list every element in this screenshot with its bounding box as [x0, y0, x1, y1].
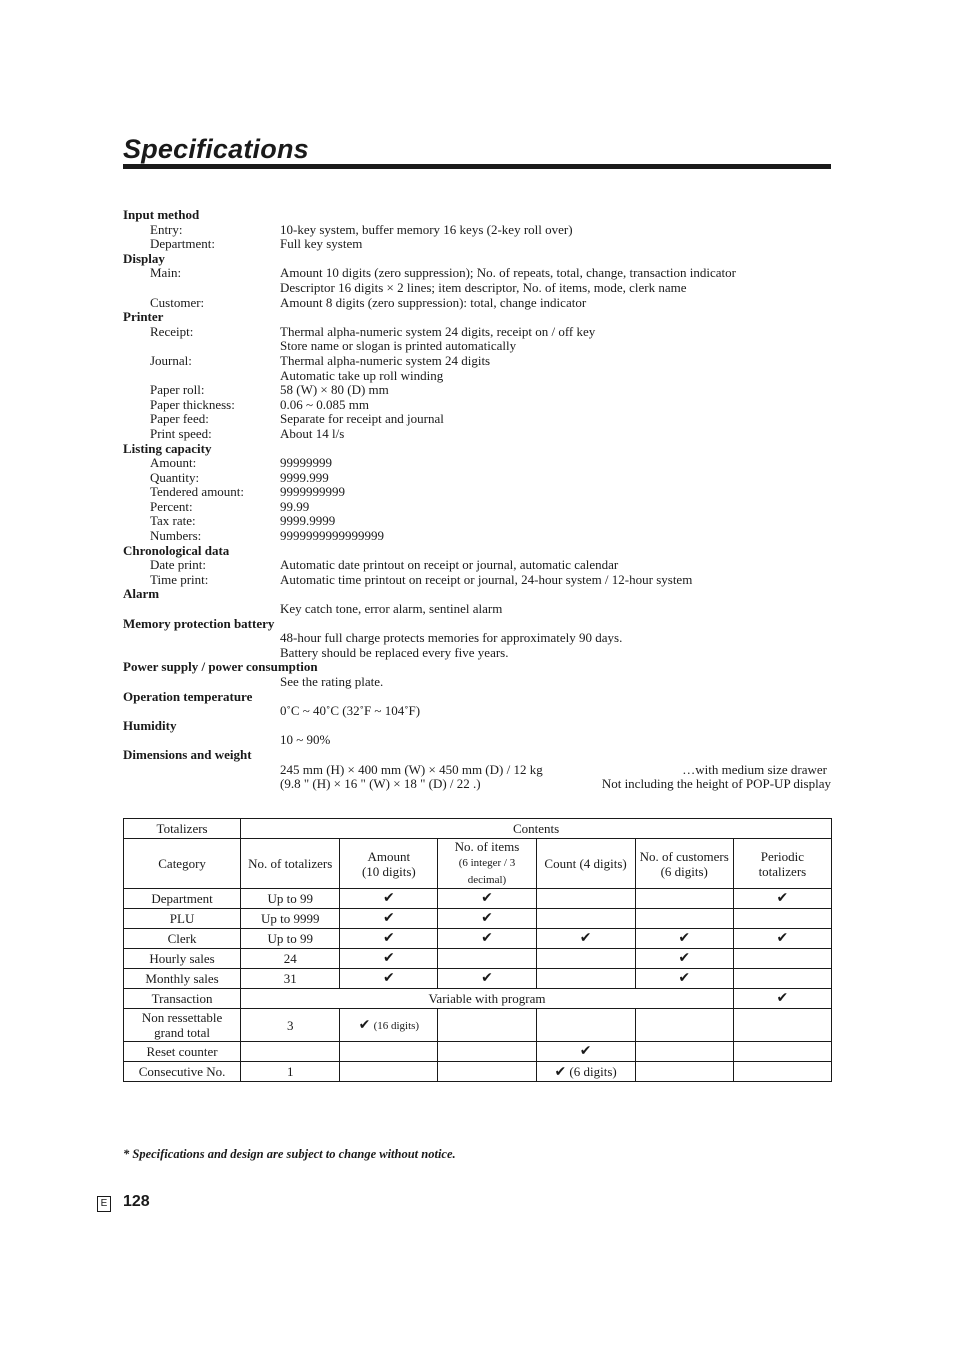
table-row — [124, 909, 832, 929]
count-cell: Up to 99 — [241, 929, 340, 949]
header-cell — [438, 839, 536, 889]
spec-label: Department: — [150, 236, 215, 252]
spec-list — [123, 208, 831, 792]
category-cell: Clerk — [124, 929, 241, 949]
count-cell: 3 — [241, 1009, 340, 1042]
empty-cell — [733, 1009, 831, 1042]
spec-row — [123, 763, 831, 778]
check-icon: ✔ — [340, 889, 438, 909]
header-cell: Count (4 digits) — [536, 839, 635, 889]
spec-value: Thermal alpha-numeric system 24 digits — [280, 352, 491, 368]
category-cell: Transaction — [124, 989, 241, 1009]
category-cell: Hourly sales — [124, 949, 241, 969]
check-icon: ✔ — [554, 1063, 567, 1080]
empty-cell — [536, 969, 635, 989]
spec-label: Time print: — [150, 571, 209, 587]
spec-row — [123, 777, 831, 792]
spec-row — [123, 398, 831, 413]
spec-value: 99.99 — [280, 498, 310, 514]
spec-value: 0.06 ~ 0.085 mm — [280, 396, 370, 412]
table-row — [124, 989, 832, 1009]
cell-note: (6 digits) — [569, 1063, 617, 1079]
spec-value: Automatic take up roll winding — [280, 367, 444, 383]
empty-cell — [438, 1062, 536, 1082]
spec-row — [123, 237, 831, 252]
spec-value: 10-key system, buffer memory 16 keys (2-key roll over) — [280, 221, 573, 237]
spec-note: …with medium size drawer — [682, 761, 827, 777]
spec-label: Paper thickness: — [150, 396, 235, 412]
empty-cell — [438, 1009, 536, 1042]
check-icon: ✔ — [358, 1016, 371, 1033]
totalizers-table — [123, 818, 832, 1082]
spec-row — [123, 675, 831, 690]
empty-cell — [536, 909, 635, 929]
spec-row — [123, 339, 831, 354]
table-row — [124, 1042, 832, 1062]
empty-cell — [241, 1042, 340, 1062]
header-text: totalizers — [758, 863, 807, 879]
table-header-row — [124, 839, 832, 889]
spec-label: Tendered amount: — [150, 484, 245, 500]
spec-label: Journal: — [150, 352, 192, 368]
empty-cell — [536, 949, 635, 969]
table-row — [124, 969, 832, 989]
empty-cell — [733, 909, 831, 929]
spec-value: Separate for receipt and journal — [280, 411, 444, 427]
spec-row — [123, 412, 831, 427]
spec-value: 58 (W) × 80 (D) mm — [280, 382, 389, 398]
check-icon: ✔ — [733, 989, 831, 1009]
spec-row — [123, 456, 831, 471]
category-cell: PLU — [124, 909, 241, 929]
empty-cell — [635, 889, 733, 909]
count-cell: 31 — [241, 969, 340, 989]
spec-value: See the rating plate. — [280, 674, 384, 689]
spec-value: 245 mm (H) × 400 mm (W) × 450 mm (D) / 12 kg — [280, 761, 543, 777]
empty-cell — [438, 1042, 536, 1062]
header-cell: Totalizers — [124, 819, 241, 839]
header-text: No. of items — [454, 839, 520, 854]
spec-label: Paper feed: — [150, 411, 209, 427]
check-icon: ✔ — [635, 929, 733, 949]
check-icon: ✔ — [340, 909, 438, 929]
header-cell: Contents — [241, 819, 832, 839]
spec-row — [123, 369, 831, 384]
table-header-row — [124, 819, 832, 839]
spec-label: Numbers: — [150, 528, 202, 544]
section-heading: Chronological data — [123, 542, 230, 558]
check-icon: ✔ — [733, 929, 831, 949]
spec-note: Not including the height of POP-UP display — [601, 776, 831, 792]
empty-cell — [733, 949, 831, 969]
empty-cell — [340, 1062, 438, 1082]
header-cell — [635, 839, 733, 889]
spec-label: Date print: — [150, 557, 206, 573]
spec-row — [123, 383, 831, 398]
section-heading: Power supply / power consumption — [123, 659, 318, 675]
spec-value: 48-hour full charge protects memories for approximately 90 days. — [280, 630, 623, 646]
check-icon: ✔ — [438, 929, 536, 949]
spec-row — [123, 529, 831, 544]
count-note-cell — [536, 1062, 635, 1082]
spec-label: Receipt: — [150, 323, 194, 339]
section-heading: Memory protection battery — [123, 615, 275, 631]
section-heading: Dimensions and weight — [123, 746, 252, 762]
category-cell: Reset counter — [124, 1042, 241, 1062]
spec-label: Entry: — [150, 221, 183, 237]
category-text: Non ressettable — [141, 1010, 223, 1025]
language-marker: E — [97, 1196, 111, 1212]
empty-cell — [733, 1042, 831, 1062]
count-cell: Up to 9999 — [241, 909, 340, 929]
spec-row — [123, 266, 831, 281]
check-icon: ✔ — [438, 889, 536, 909]
header-text: (6 integer / 3 decimal) — [458, 857, 516, 886]
spec-row — [123, 427, 831, 442]
cell-note: (16 digits) — [373, 1019, 420, 1032]
spec-row — [123, 733, 831, 748]
spec-row — [123, 223, 831, 238]
title-rule — [123, 164, 831, 169]
spec-value: Amount 8 digits (zero suppression): total, change indicator — [280, 294, 587, 310]
spec-value: Store name or slogan is printed automatically — [280, 338, 517, 354]
section-heading: Alarm — [123, 586, 160, 602]
empty-cell — [635, 1042, 733, 1062]
check-icon: ✔ — [340, 929, 438, 949]
table-row — [124, 1009, 832, 1042]
spec-value: Thermal alpha-numeric system 24 digits, receipt on / off key — [280, 323, 596, 339]
spec-value: Key catch tone, error alarm, sentinel alarm — [280, 601, 503, 617]
table-row — [124, 949, 832, 969]
section-heading: Display — [123, 250, 165, 266]
page-title: Specifications — [123, 134, 309, 164]
spec-label: Paper roll: — [150, 382, 205, 398]
table-row — [124, 929, 832, 949]
header-text: Periodic — [760, 848, 805, 864]
check-icon: ✔ — [635, 969, 733, 989]
spec-value: Full key system — [280, 236, 363, 252]
spec-row — [123, 573, 831, 588]
header-text: No. of customers — [639, 848, 729, 864]
empty-cell — [733, 969, 831, 989]
empty-cell — [536, 889, 635, 909]
spec-row — [123, 704, 831, 719]
spec-value: Battery should be replaced every five years. — [280, 644, 509, 660]
empty-cell — [733, 1062, 831, 1082]
category-cell: Monthly sales — [124, 969, 241, 989]
spec-value: 9999999999999999 — [280, 528, 384, 544]
spec-value: 9999.9999 — [280, 513, 336, 529]
check-icon: ✔ — [536, 929, 635, 949]
section-heading: Printer — [123, 309, 164, 325]
table-row — [124, 889, 832, 909]
spec-value: 0˚C ~ 40˚C (32˚F ~ 104˚F) — [280, 703, 421, 719]
header-cell: No. of totalizers — [241, 839, 340, 889]
spec-value: 9999999999 — [280, 484, 345, 500]
section-heading: Listing capacity — [123, 440, 212, 456]
spec-row — [123, 602, 831, 617]
header-cell — [733, 839, 831, 889]
empty-cell — [635, 1062, 733, 1082]
spec-row — [123, 558, 831, 573]
section-heading: Humidity — [123, 717, 177, 733]
category-text: grand total — [154, 1025, 211, 1040]
check-icon: ✔ — [340, 969, 438, 989]
header-text: (6 digits) — [660, 863, 708, 879]
spec-value: 10 ~ 90% — [280, 732, 331, 748]
spec-label: Customer: — [150, 294, 205, 310]
spec-value: Automatic date printout on receipt or journal, automatic calendar — [280, 557, 619, 573]
check-icon: ✔ — [635, 949, 733, 969]
count-cell: 24 — [241, 949, 340, 969]
spec-row — [123, 296, 831, 311]
spec-row — [123, 471, 831, 486]
header-text: (10 digits) — [361, 863, 416, 879]
spec-label: Percent: — [150, 498, 193, 514]
spec-value: Automatic time printout on receipt or journal, 24-hour system / 12-hour system — [280, 571, 693, 587]
spec-row — [123, 281, 831, 296]
section-heading: Operation temperature — [123, 688, 253, 704]
spec-value: 99999999 — [280, 455, 332, 471]
spec-value: (9.8 " (H) × 16 " (W) × 18 " (D) / 22 .) — [280, 776, 481, 792]
amount-cell — [340, 1009, 438, 1042]
spec-row — [123, 500, 831, 515]
empty-cell — [536, 1009, 635, 1042]
spec-label: Amount: — [150, 455, 197, 471]
spec-row — [123, 325, 831, 340]
spec-value: Amount 10 digits (zero suppression); No. of repeats, total, change, transaction indicator — [280, 265, 736, 281]
header-cell — [340, 839, 438, 889]
check-icon: ✔ — [340, 949, 438, 969]
count-cell: 1 — [241, 1062, 340, 1082]
spec-row — [123, 514, 831, 529]
spec-label: Tax rate: — [150, 513, 196, 529]
empty-cell — [635, 1009, 733, 1042]
spec-value: 9999.999 — [280, 469, 329, 485]
spec-row — [123, 646, 831, 661]
count-cell: Up to 99 — [241, 889, 340, 909]
category-cell — [124, 1009, 241, 1042]
category-cell: Consecutive No. — [124, 1062, 241, 1082]
section-heading: Input method — [123, 207, 200, 222]
spec-row — [123, 631, 831, 646]
spec-label: Quantity: — [150, 469, 200, 485]
spec-row — [123, 485, 831, 500]
page-number: 128 — [123, 1193, 150, 1210]
empty-cell — [635, 909, 733, 929]
spec-label: Main: — [150, 265, 182, 281]
spec-value: About 14 l/s — [280, 425, 345, 441]
check-icon: ✔ — [438, 969, 536, 989]
spec-label: Print speed: — [150, 425, 212, 441]
header-text: Amount — [367, 848, 411, 864]
span-cell: Variable with program — [241, 989, 734, 1009]
empty-cell — [340, 1042, 438, 1062]
footnote: * Specifications and design are subject to change without notice. — [123, 1147, 456, 1161]
header-cell: Category — [124, 839, 241, 889]
spec-row — [123, 354, 831, 369]
check-icon: ✔ — [733, 889, 831, 909]
category-cell: Department — [124, 889, 241, 909]
empty-cell — [438, 949, 536, 969]
table-row — [124, 1062, 832, 1082]
check-icon: ✔ — [438, 909, 536, 929]
spec-value: Descriptor 16 digits × 2 lines; item descriptor, No. of items, mode, clerk name — [280, 279, 687, 295]
check-icon: ✔ — [536, 1042, 635, 1062]
